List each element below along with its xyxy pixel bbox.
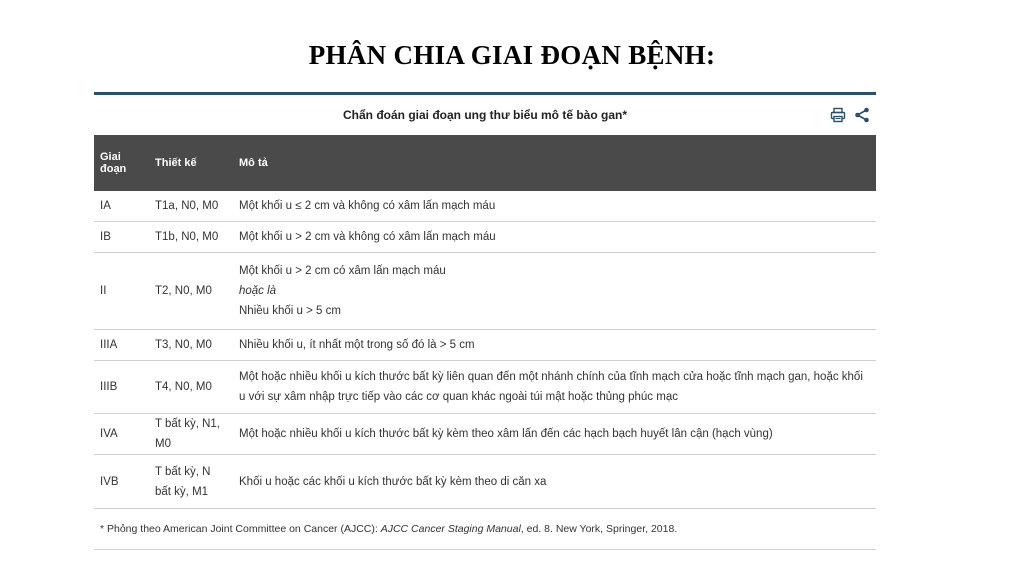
description-line: Nhiều khối u > 5 cm <box>239 305 341 317</box>
cell-description: Nhiều khối u, ít nhất một trong số đó là > 5 cm <box>233 330 876 361</box>
share-icon[interactable] <box>854 107 870 123</box>
slide-title: PHÂN CHIA GIAI ĐOẠN BỆNH: <box>308 40 716 70</box>
description-line: Một khối u > 2 cm có xâm lấn mạch máu <box>239 265 446 277</box>
table-row <box>94 330 876 361</box>
staging-table-panel <box>94 92 876 550</box>
table-header-row <box>94 135 876 191</box>
cell-stage: IVB <box>94 455 149 509</box>
table-row <box>94 222 876 253</box>
table-footnote: * Phỏng theo American Joint Committee on Cancer (AJCC): AJCC Cancer Staging Manual, ed. 8. New York, Springer, 2018. <box>94 509 876 550</box>
cell-stage: IB <box>94 222 149 253</box>
table-row <box>94 361 876 414</box>
table-caption-row <box>94 95 876 135</box>
cell-description: Một khối u ≤ 2 cm và không có xâm lấn mạch máu <box>233 191 876 222</box>
cell-design: T3, N0, M0 <box>149 330 233 361</box>
cell-description: Một hoặc nhiều khối u kích thước bất kỳ liên quan đến một nhánh chính của tĩnh mạch cửa hoặc tĩnh mạch gan, hoặc khối u với sự xâm nhập trực tiếp vào các cơ quan khác ngoài túi mật hoặc thủng phúc mạc <box>233 361 876 414</box>
cell-description: Một hoặc nhiều khối u kích thước bất kỳ kèm theo xâm lấn đến các hạch bạch huyết lân cận (hạch vùng) <box>233 414 876 455</box>
cell-stage: IVA <box>94 414 149 455</box>
print-icon[interactable] <box>830 107 846 123</box>
table-caption: Chẩn đoán giai đoạn ung thư biểu mô tế bào gan* <box>342 108 628 122</box>
header-description: Mô tả <box>239 157 268 169</box>
cell-stage: II <box>94 253 149 330</box>
cell-stage: IIIA <box>94 330 149 361</box>
table-row <box>94 414 876 455</box>
description-or: hoặc là <box>239 285 277 297</box>
cell-stage: IIIB <box>94 361 149 414</box>
cell-design: T4, N0, M0 <box>149 361 233 414</box>
table-row <box>94 253 876 330</box>
cell-description <box>233 253 876 330</box>
cell-design: T1b, N0, M0 <box>149 222 233 253</box>
cell-design: T bất kỳ, N bất kỳ, M1 <box>149 455 233 509</box>
cell-design: T bất kỳ, N1, M0 <box>149 414 233 455</box>
cell-design: T2, N0, M0 <box>149 253 233 330</box>
cell-stage: IA <box>94 191 149 222</box>
cell-design: T1a, N0, M0 <box>149 191 233 222</box>
cell-description: Một khối u > 2 cm và không có xâm lấn mạch máu <box>233 222 876 253</box>
caption-actions <box>830 95 870 135</box>
header-design: Thiết kế <box>155 157 197 169</box>
table-row <box>94 455 876 509</box>
staging-table <box>94 135 876 509</box>
header-stage: Giai đoạn <box>100 151 127 175</box>
cell-description: Khối u hoặc các khối u kích thước bất kỳ kèm theo di căn xa <box>233 455 876 509</box>
table-row <box>94 191 876 222</box>
